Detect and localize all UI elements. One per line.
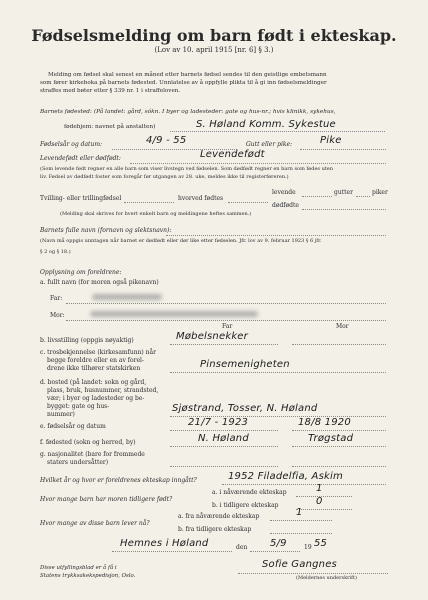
nationality-mor-line [292, 466, 386, 467]
father-name-redacted [92, 294, 162, 300]
form-note-2: Statens trykksakekspedisjon, Oslo. [40, 573, 136, 579]
place-value: Hemnes i Høland [120, 538, 209, 549]
nationality-label-2: staters undersåtter) [47, 459, 109, 466]
father-name-label: Far: [50, 295, 63, 302]
place-line [112, 551, 232, 552]
mother-name-redacted [90, 311, 258, 317]
form-title: Fødselsmelding om barn født i ekteskap. [31, 26, 397, 45]
twins-levende: levende [272, 189, 296, 196]
occupation-label: b. livsstilling (oppgis nøyaktig) [40, 337, 134, 344]
residence-label-1: d. bosted (på landet: sokn og gård, [40, 379, 147, 386]
marriage-value: 1952 Filadelfia, Askim [228, 471, 343, 482]
twins-dodfodte-line [302, 209, 386, 210]
residence-label-2: plass, bruk, husnummer, strandsted, [47, 387, 159, 394]
twins-middle: hvorved fødtes [178, 195, 224, 202]
religion-value: Pinsemenigheten [200, 359, 290, 370]
previous-children-earlier-label: b. i tidligere ekteskap [212, 502, 279, 509]
sex-label: Gutt eller pike: [246, 141, 293, 148]
child-name-label: Barnets fulle navn (fornavn og slektsnavn): [40, 227, 172, 234]
child-name-note-1: (Navn må oppgis unntagen når barnet er dødfødt eller dør like etter fødselen. Jfr. lov av 9. februar 1923 § 6 jfr. [40, 238, 322, 244]
birthdate-label: Fødselsår og datum: [40, 141, 103, 148]
previous-children-earlier-line [296, 509, 352, 510]
den-label: den [236, 544, 248, 551]
marriage-label: Hvilket år og hvor er foreldrenes ekteskap inngått? [40, 477, 197, 484]
parent-birthdate-label: e. fødselsår og datum [40, 423, 106, 430]
signer-label: (Meldernes underskrift) [296, 575, 357, 581]
parent-birthplace-label: f. fødested (sokn og herred, by) [40, 439, 136, 446]
column-header-far: Far [222, 323, 233, 330]
liveborn-note-1: (Som levende født regner en alle barn som viser livstegn ved fødselen. Som dødfødt regner en barn som fødes uten [40, 166, 333, 172]
occupation-far-line [170, 344, 278, 345]
parent-birthplace-far-line [170, 446, 278, 447]
child-name-line [166, 235, 386, 236]
marriage-line [222, 484, 386, 485]
twins-line-1 [124, 202, 174, 203]
residence-value: Sjøstrand, Tosser, N. Høland [172, 403, 318, 414]
father-birthdate-value: 21/7 - 1923 [188, 417, 249, 428]
religion-label-3: drene ikke tilhører statskirken [47, 365, 141, 372]
sex-line [300, 149, 386, 150]
alive-children-label: Hvor mange av disse barn lever nå? [40, 520, 150, 527]
intro-line-1: Melding om fødsel skal senest en måned etter barnets fødsel sendes til den geistlige embetsmann [48, 72, 327, 78]
residence-label-5: nummer) [47, 411, 75, 418]
parents-full-name-label: a. fullt navn (for moren også pikenavn) [40, 279, 159, 286]
alive-children-current-line [270, 520, 332, 521]
law-reference: (Lov av 10. april 1915 [nr. 6] § 3.) [154, 46, 274, 54]
birthplace-line [170, 131, 385, 132]
alive-children-earlier-line [270, 533, 332, 534]
religion-label-1: c. trosbekjennelse (kirkesamfunn) når [40, 349, 156, 356]
birthplace-label: Barnets fødested: (På landet: gård, sókn. I byer og ladesteder: gate og hus-nr.; hvis klinikk, sykehus, [40, 109, 336, 115]
year-prefix: 19 [304, 544, 312, 551]
parents-heading: Opplysning om foreldrene: [40, 269, 122, 276]
mother-name-label: Mor: [50, 312, 65, 319]
twins-piker-line [356, 196, 370, 197]
column-header-mor: Mor [336, 323, 349, 330]
form-note-1: Disse utfyllingsblad er å få i [40, 565, 117, 571]
father-name-line [66, 303, 386, 304]
signature-value: Sofie Gangnes [262, 559, 337, 570]
date-value: 5/9 [270, 538, 287, 549]
alive-children-current-value: 1 [296, 507, 303, 518]
liveborn-value: Levendefødt [200, 149, 265, 160]
occupation-far-value: Møbelsnekker [176, 331, 248, 342]
twins-piker: piker [372, 189, 388, 196]
mother-name-line [66, 320, 386, 321]
alive-children-earlier-label: b. fra tidligere ekteskap [178, 526, 252, 533]
twins-line-2 [228, 202, 268, 203]
residence-label-4: bygget: gate og hus- [47, 403, 110, 410]
twins-gutter-line [302, 196, 332, 197]
signature-line [238, 573, 388, 574]
twins-label: Tvilling- eller trillingfødsel [40, 195, 122, 202]
twins-note: (Melding skal skrives for hvert enkelt barn og meldingene heftes sammen.) [60, 211, 252, 217]
mother-birthdate-value: 18/8 1920 [298, 417, 351, 428]
sex-value: Pike [320, 135, 342, 146]
twins-gutter: gutter [334, 189, 353, 196]
date-line [250, 551, 300, 552]
nationality-far-line [170, 466, 278, 467]
nationality-label-1: g. nasjonalitet (bare for fremmede [40, 451, 145, 458]
birthplace-value: S. Høland Komm. Sykestue [196, 119, 336, 130]
parent-birthplace-mor-line [292, 446, 386, 447]
previous-children-current-label: a. i nåværende ekteskap [212, 489, 287, 496]
residence-label-3: vær; i byer og ladesteder og be- [47, 395, 145, 402]
intro-line-2: som fører kirkeboka på barnets fødested. Unnlatelse av å oppfylle plikta til å gi inn fødselsmeldinger [40, 80, 327, 86]
liveborn-line [130, 163, 386, 164]
liveborn-note-2: liv. Fødsel av dødfødt foster som foregår før utgangen av 28. uke, meldes ikke til registerføreren.) [40, 174, 289, 180]
occupation-mor-line [292, 344, 386, 345]
liveborn-label: Levendefødt eller dødfødt: [40, 155, 121, 162]
twins-dodfodte: dødfødte [272, 202, 299, 209]
alive-children-current-label: a. fra nåværende ekteskap [178, 513, 260, 520]
previous-children-current-value: 1 [316, 483, 323, 494]
mother-birthplace-value: Trøgstad [308, 433, 354, 444]
previous-children-current-line [296, 496, 352, 497]
parent-birthdate-far-line [170, 430, 278, 431]
birthdate-value: 4/9 - 55 [146, 135, 187, 146]
child-name-note-2: § 2 og § 18.) [40, 249, 71, 255]
parent-birthdate-mor-line [292, 430, 386, 431]
previous-children-earlier-value: 0 [316, 496, 323, 507]
birthplace-label-2: fødehjem: navnet på anstalten) [64, 124, 156, 130]
religion-line [170, 372, 386, 373]
father-birthplace-value: N. Høland [198, 433, 249, 444]
previous-children-label: Hvor mange barn har moren tidligere født? [40, 496, 173, 503]
intro-line-3: straffes med bøter etter § 339 nr. 1 i straffeloven. [40, 88, 181, 94]
religion-label-2: begge foreldre eller en av forel- [47, 357, 144, 364]
year-value: 55 [314, 538, 328, 549]
